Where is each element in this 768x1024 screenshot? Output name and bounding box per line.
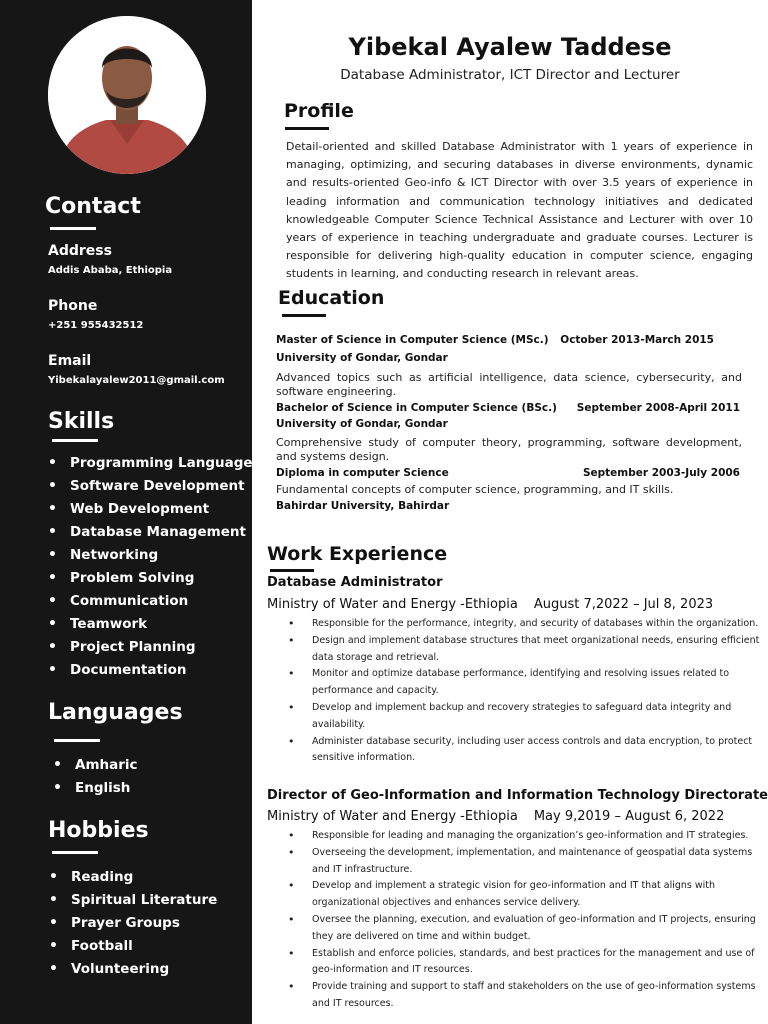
languages-list: [53, 754, 138, 800]
education-divider: [282, 314, 326, 317]
person-name: Yibekal Ayalew Taddese: [348, 33, 672, 61]
hobbies-divider: [52, 851, 98, 854]
skill-item: • Communication: [48, 590, 261, 613]
skill-item: • Database Management: [48, 521, 261, 544]
responsibility-item: • Develop and implement a strategic vision for geo-information and IT that aligns with organizational objectives and enhances service delivery.: [288, 878, 760, 912]
contact-divider: [50, 227, 96, 230]
hobby-item: • Prayer Groups: [49, 912, 217, 935]
job-responsibilities: [288, 616, 760, 767]
education-description: Advanced topics such as artificial intelligence, data science, cybersecurity, and software engineering.: [276, 371, 742, 398]
profile-divider: [285, 127, 329, 130]
hobbies-heading: Hobbies: [48, 818, 149, 843]
profile-heading: Profile: [284, 100, 354, 122]
person-photo-icon: [48, 16, 206, 174]
phone-value: +251 955432512: [48, 320, 144, 331]
responsibility-item: • Responsible for the performance, integrity, and security of databases within the organization.: [288, 616, 760, 633]
skill-item: • Web Development: [48, 498, 261, 521]
responsibility-item: • Administer database security, including user access controls and data encryption, to protect sensitive information.: [288, 734, 760, 768]
skill-item: • Problem Solving: [48, 567, 261, 590]
responsibility-item: • Overseeing the development, implementation, and maintenance of geospatial data systems and IT infrastructure.: [288, 845, 760, 879]
email-value: Yibekalayalew2011@gmail.com: [48, 375, 225, 386]
skills-heading: Skills: [48, 409, 115, 434]
work-experience-heading: Work Experience: [267, 543, 448, 565]
job-organization-line: [267, 597, 713, 612]
language-item: • English: [53, 777, 138, 800]
address-label: Address: [48, 243, 112, 259]
address-value: Addis Ababa, Ethiopia: [48, 265, 173, 276]
skill-item: • Programming Languages: [48, 452, 261, 475]
education-description: Fundamental concepts of computer science, programming, and IT skills.: [276, 483, 674, 496]
language-item: • Amharic: [53, 754, 138, 777]
job-title: Director of Geo-Information and Information Technology Directorate: [267, 788, 768, 803]
responsibility-item: • Design and implement database structures that meet organizational needs, ensuring efficient data storage and retrieval.: [288, 633, 760, 667]
skill-item: • Teamwork: [48, 613, 261, 636]
education-degree-line: [276, 467, 742, 479]
education-degree-line: [276, 334, 742, 346]
job-dates: May 9,2019 – August 6, 2022: [533, 809, 725, 824]
skill-item: • Documentation: [48, 659, 261, 682]
profile-summary: Detail-oriented and skilled Database Administrator with 1 years of experience in managing, optimizing, and securing databases in diverse environments, dynamic and results-oriented Geo-info & ICT Director with over 3.5 years of experience in leading information and communication technology initiatives and dedicated knowledgeable Computer Science Technical Assistance and Lecturer with over 10 years of experience in teaching undergraduate and graduate courses. Lecturer is responsible for delivering high-quality education in computer science, engaging students in learning, and conducting research in relevant areas.: [286, 140, 753, 281]
education-school: University of Gondar, Gondar: [276, 352, 448, 364]
job-title: Database Administrator: [267, 575, 443, 590]
skill-item: • Networking: [48, 544, 261, 567]
education-school: University of Gondar, Gondar: [276, 418, 448, 430]
job-subtitle: Database Administrator, ICT Director and Lecturer: [340, 67, 680, 83]
education-heading: Education: [278, 287, 385, 309]
job-dates: August 7,2022 – Jul 8, 2023: [533, 597, 714, 612]
skills-divider: [52, 439, 98, 442]
education-description: Comprehensive study of computer theory, programming, software development, and systems design.: [276, 436, 742, 463]
hobby-item: • Football: [49, 935, 217, 958]
job-organization: Ministry of Water and Energy -Ethiopia: [267, 809, 518, 824]
responsibility-item: • Monitor and optimize database performance, identifying and resolving issues related to performance and capacity.: [288, 666, 760, 700]
hobby-item: • Spiritual Literature: [49, 889, 217, 912]
skill-item: • Software Development: [48, 475, 261, 498]
degree-name: Bachelor of Science in Computer Science (BSc.): [276, 402, 557, 414]
phone-label: Phone: [48, 298, 98, 314]
degree-name: Master of Science in Computer Science (MSc.): [276, 334, 549, 346]
responsibility-item: • Develop and implement backup and recovery strategies to safeguard data integrity and availability.: [288, 700, 760, 734]
job-responsibilities: [288, 828, 760, 1013]
degree-dates: September 2003-July 2006: [582, 467, 740, 479]
work-experience-divider: [270, 569, 314, 572]
hobby-item: • Reading: [49, 866, 217, 889]
skill-item: • Project Planning: [48, 636, 261, 659]
degree-dates: September 2008-April 2011: [576, 402, 740, 414]
languages-divider: [54, 739, 100, 742]
sidebar: [0, 0, 261, 1024]
skills-list: [48, 452, 261, 682]
responsibility-item: • Establish and enforce policies, standards, and best practices for the management and use of geo-information and IT resources.: [288, 946, 760, 980]
languages-heading: Languages: [48, 700, 183, 725]
contact-heading: Contact: [45, 194, 141, 219]
profile-photo: [48, 16, 206, 174]
responsibility-item: • Oversee the planning, execution, and evaluation of geo-information and IT projects, ensuring they are delivered on time and within budget.: [288, 912, 760, 946]
job-organization-line: [267, 809, 724, 824]
degree-dates: October 2013-March 2015: [560, 334, 714, 346]
responsibility-item: • Responsible for leading and managing the organization’s geo-information and IT strategies.: [288, 828, 760, 845]
degree-name: Diploma in computer Science: [276, 467, 449, 479]
email-label: Email: [48, 353, 92, 369]
job-organization: Ministry of Water and Energy -Ethiopia: [267, 597, 518, 612]
hobby-item: • Volunteering: [49, 958, 217, 981]
education-school: Bahirdar University, Bahirdar: [276, 500, 450, 512]
education-degree-line: [276, 402, 742, 414]
hobbies-list: [49, 866, 217, 981]
main-content: [252, 0, 768, 1024]
responsibility-item: • Provide training and support to staff and stakeholders on the use of geo-information systems and IT resources.: [288, 979, 760, 1013]
